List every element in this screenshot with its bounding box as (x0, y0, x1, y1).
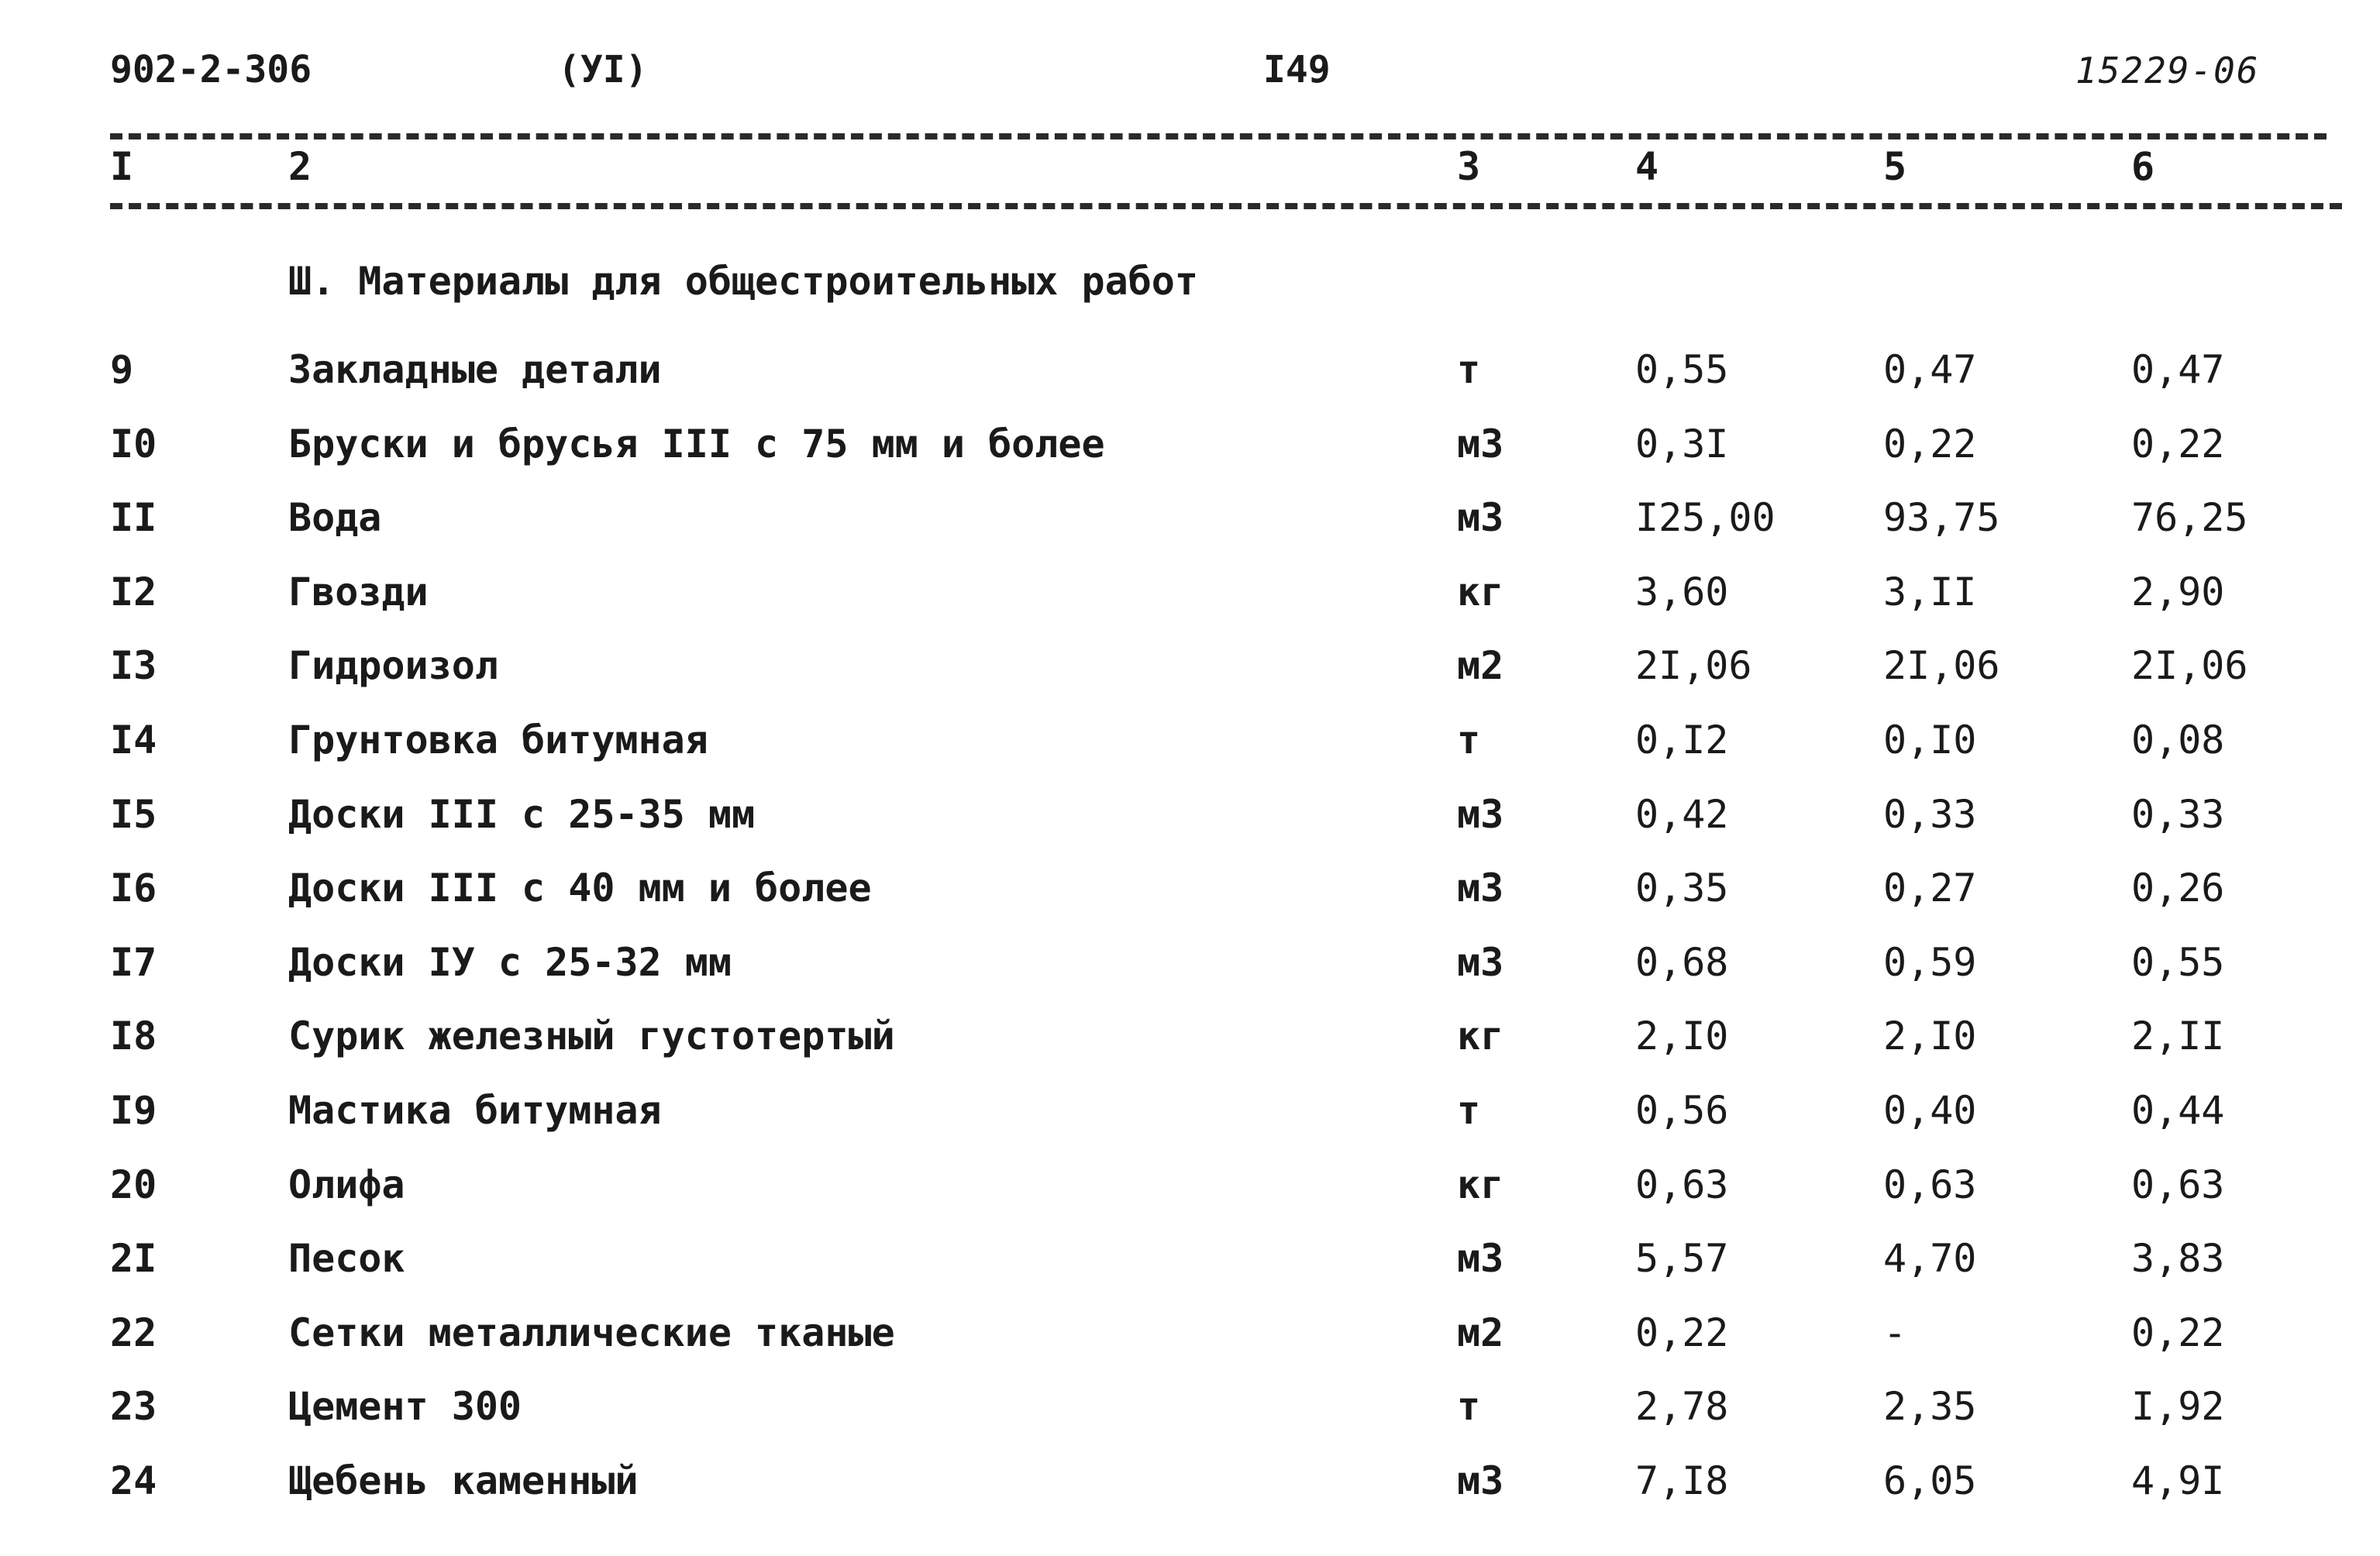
value-col-5: 3,II (1883, 569, 1977, 614)
table-row (0, 866, 2380, 940)
value-col-5: 0,63 (1883, 1162, 1977, 1207)
value-col-4: 2,78 (1635, 1384, 1729, 1430)
row-number: 20 (110, 1162, 157, 1207)
value-col-5: 6,05 (1883, 1458, 1977, 1503)
value-col-6: 76,25 (2131, 495, 2248, 541)
row-number: I9 (110, 1087, 157, 1133)
value-col-5: 2,35 (1883, 1384, 1977, 1430)
value-col-4: 0,55 (1635, 347, 1729, 392)
row-number: 24 (110, 1458, 157, 1503)
value-col-6: 0,63 (2131, 1162, 2225, 1207)
value-col-6: 3,83 (2131, 1236, 2225, 1282)
value-col-4: 0,3I (1635, 421, 1729, 466)
row-number: I6 (110, 866, 157, 911)
value-col-5: 0,47 (1883, 347, 1977, 392)
unit-of-measure: м3 (1457, 866, 1504, 911)
unit-of-measure: м3 (1457, 1236, 1504, 1282)
table-row (0, 1014, 2380, 1088)
material-name: Сурик железный густотертый (288, 1014, 895, 1059)
row-number: 22 (110, 1310, 157, 1355)
table-row (0, 495, 2380, 570)
column-number-6: 6 (2131, 144, 2155, 189)
value-col-4: 2,I0 (1635, 1014, 1729, 1059)
unit-of-measure: м3 (1457, 421, 1504, 466)
table-row (0, 1310, 2380, 1385)
unit-of-measure: т (1457, 717, 1481, 763)
value-col-4: 7,I8 (1635, 1458, 1729, 1503)
value-col-4: 3,60 (1635, 569, 1729, 614)
table-row (0, 422, 2380, 496)
section-title: Ш. Материалы для общестроительных работ (288, 259, 1198, 304)
value-col-6: 2,II (2131, 1014, 2225, 1059)
table-row (0, 718, 2380, 792)
unit-of-measure: м2 (1457, 1310, 1504, 1355)
material-name: Вода (288, 495, 382, 541)
column-number-4: 4 (1635, 144, 1659, 189)
value-col-5: 0,59 (1883, 939, 1977, 985)
material-name: Доски III с 25-35 мм (288, 791, 756, 837)
volume-label: (УI) (558, 48, 648, 91)
column-number-3: 3 (1457, 144, 1481, 189)
value-col-4: 0,42 (1635, 791, 1729, 837)
value-col-6: 0,26 (2131, 866, 2225, 911)
unit-of-measure: кг (1457, 1162, 1504, 1207)
table-row (0, 1236, 2380, 1310)
material-name: Доски IУ с 25-32 мм (288, 939, 732, 985)
value-col-6: 0,33 (2131, 791, 2225, 837)
value-col-5: 0,33 (1883, 791, 1977, 837)
row-number: I0 (110, 421, 157, 466)
table-row (0, 792, 2380, 866)
value-col-5: 0,40 (1883, 1087, 1977, 1133)
value-col-5: 0,I0 (1883, 717, 1977, 763)
unit-of-measure: м3 (1457, 1458, 1504, 1503)
top-dashed-rule (110, 133, 2327, 139)
value-col-6: 0,22 (2131, 421, 2225, 466)
row-number: 23 (110, 1384, 157, 1430)
inventory-stamp: 15229-06 (2075, 50, 2260, 91)
value-col-4: 5,57 (1635, 1236, 1729, 1282)
row-number: I4 (110, 717, 157, 763)
value-col-5: 0,27 (1883, 866, 1977, 911)
value-col-6: 0,08 (2131, 717, 2225, 763)
table-row (0, 347, 2380, 422)
value-col-5: 2,I0 (1883, 1014, 1977, 1059)
unit-of-measure: м2 (1457, 643, 1504, 689)
unit-of-measure: м3 (1457, 495, 1504, 541)
row-number: 2I (110, 1236, 157, 1282)
value-col-5: 93,75 (1883, 495, 2000, 541)
unit-of-measure: кг (1457, 569, 1504, 614)
row-number: 9 (110, 347, 134, 392)
table-row (0, 940, 2380, 1014)
row-number: I5 (110, 791, 157, 837)
value-col-6: 0,22 (2131, 1310, 2225, 1355)
unit-of-measure: т (1457, 1087, 1481, 1133)
material-name: Цемент 300 (288, 1384, 522, 1430)
column-number-2: 2 (288, 144, 312, 189)
header-dashed-rule (110, 203, 2342, 209)
value-col-4: 0,22 (1635, 1310, 1729, 1355)
row-number: I2 (110, 569, 157, 614)
material-name: Сетки металлические тканые (288, 1310, 895, 1355)
value-col-6: 4,9I (2131, 1458, 2225, 1503)
value-col-5: 2I,06 (1883, 643, 2000, 689)
value-col-4: 0,I2 (1635, 717, 1729, 763)
table-row (0, 1088, 2380, 1162)
row-number: I3 (110, 643, 157, 689)
value-col-5: 0,22 (1883, 421, 1977, 466)
unit-of-measure: м3 (1457, 791, 1504, 837)
material-name: Гидроизол (288, 643, 498, 689)
material-name: Щебень каменный (288, 1458, 639, 1503)
unit-of-measure: кг (1457, 1014, 1504, 1059)
row-number: II (110, 495, 157, 541)
material-name: Гвозди (288, 569, 429, 614)
column-number-1: I (110, 144, 134, 189)
unit-of-measure: м3 (1457, 939, 1504, 985)
value-col-4: 0,56 (1635, 1087, 1729, 1133)
table-row (0, 570, 2380, 644)
value-col-4: 0,68 (1635, 939, 1729, 985)
material-name: Бруски и брусья III с 75 мм и более (288, 421, 1105, 466)
value-col-6: 0,55 (2131, 939, 2225, 985)
material-name: Мастика битумная (288, 1087, 662, 1133)
page-number: I49 (1263, 48, 1331, 91)
material-name: Грунтовка битумная (288, 717, 708, 763)
unit-of-measure: т (1457, 347, 1481, 392)
table-row (0, 1384, 2380, 1458)
material-name: Доски III с 40 мм и более (288, 866, 872, 911)
value-col-5: 4,70 (1883, 1236, 1977, 1282)
value-col-5: - (1883, 1310, 1907, 1355)
document-code: 902-2-306 (110, 48, 312, 91)
value-col-6: 0,47 (2131, 347, 2225, 392)
value-col-6: 2,90 (2131, 569, 2225, 614)
value-col-4: 0,63 (1635, 1162, 1729, 1207)
unit-of-measure: т (1457, 1384, 1481, 1430)
table-row (0, 643, 2380, 718)
value-col-4: 2I,06 (1635, 643, 1752, 689)
value-col-6: I,92 (2131, 1384, 2225, 1430)
material-name: Закладные детали (288, 347, 662, 392)
material-name: Песок (288, 1236, 405, 1282)
value-col-4: I25,00 (1635, 495, 1776, 541)
table-row (0, 1162, 2380, 1237)
table-row (0, 1458, 2380, 1533)
value-col-6: 0,44 (2131, 1087, 2225, 1133)
row-number: I8 (110, 1014, 157, 1059)
row-number: I7 (110, 939, 157, 985)
value-col-4: 0,35 (1635, 866, 1729, 911)
materials-table (0, 347, 2380, 1533)
material-name: Олифа (288, 1162, 405, 1207)
value-col-6: 2I,06 (2131, 643, 2248, 689)
column-number-5: 5 (1883, 144, 1907, 189)
